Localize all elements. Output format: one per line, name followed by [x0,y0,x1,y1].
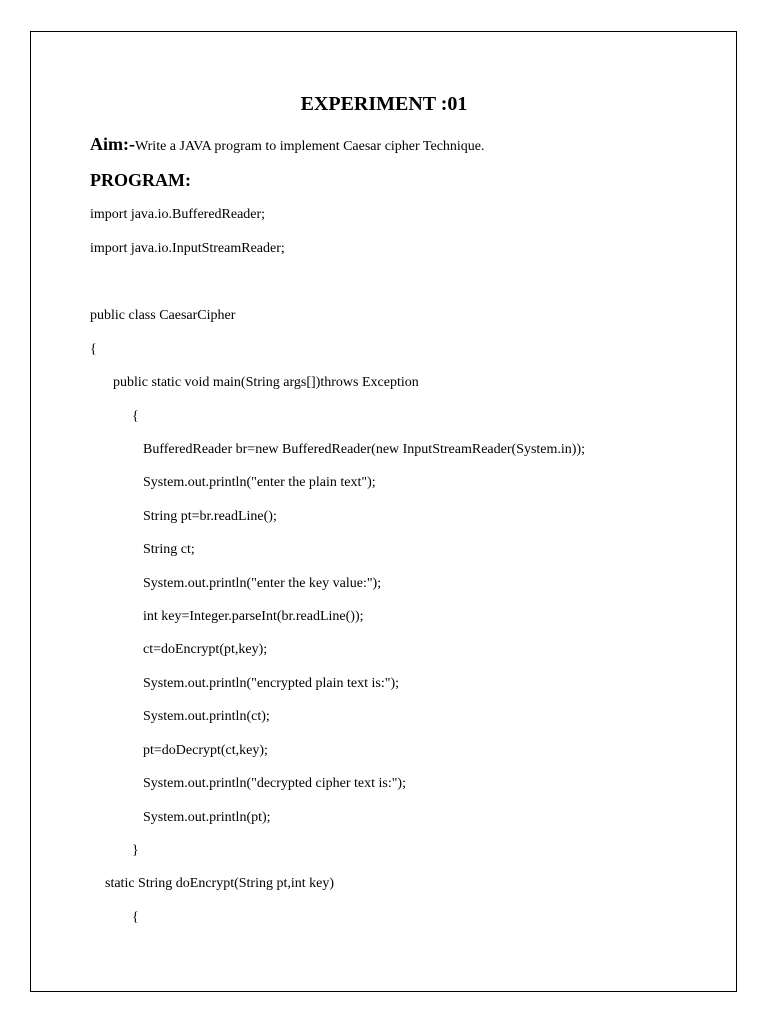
code-line: System.out.println(ct); [143,709,270,724]
code-line: BufferedReader br=new BufferedReader(new InputStreamReader(System.in)); [143,442,585,457]
code-line: ct=doEncrypt(pt,key); [143,642,268,657]
code-line: String pt=br.readLine(); [143,509,277,524]
code-line: System.out.println(pt); [143,810,271,825]
code-line: String ct; [143,542,195,557]
code-line: System.out.println("enter the plain text"); [143,475,376,490]
code-line: import java.io.BufferedReader; [90,207,266,222]
aim-text: Write a JAVA program to implement Caesar cipher Technique. [134,139,485,154]
code-line: System.out.println("decrypted cipher text is:"); [143,776,406,791]
code-line: System.out.println("encrypted plain text is:"); [143,676,399,691]
code-line: static String doEncrypt(String pt,int key) [105,876,335,891]
code-line: int key=Integer.parseInt(br.readLine()); [143,609,364,624]
code-line: import java.io.InputStreamReader; [90,241,285,256]
aim-line [90,133,485,158]
program-heading: PROGRAM: [90,170,191,190]
code-line: { [132,409,139,424]
code-line: System.out.println("enter the key value:"); [143,576,382,591]
code-line: pt=doDecrypt(ct,key); [143,743,268,758]
code-line: { [90,342,97,357]
experiment-title: EXPERIMENT :01 [300,93,468,115]
code-line: } [132,843,139,858]
code-line: { [132,910,139,925]
code-line: public static void main(String args[])throws Exception [113,375,419,390]
aim-label: Aim:- [90,134,135,154]
code-line: public class CaesarCipher [90,308,236,323]
